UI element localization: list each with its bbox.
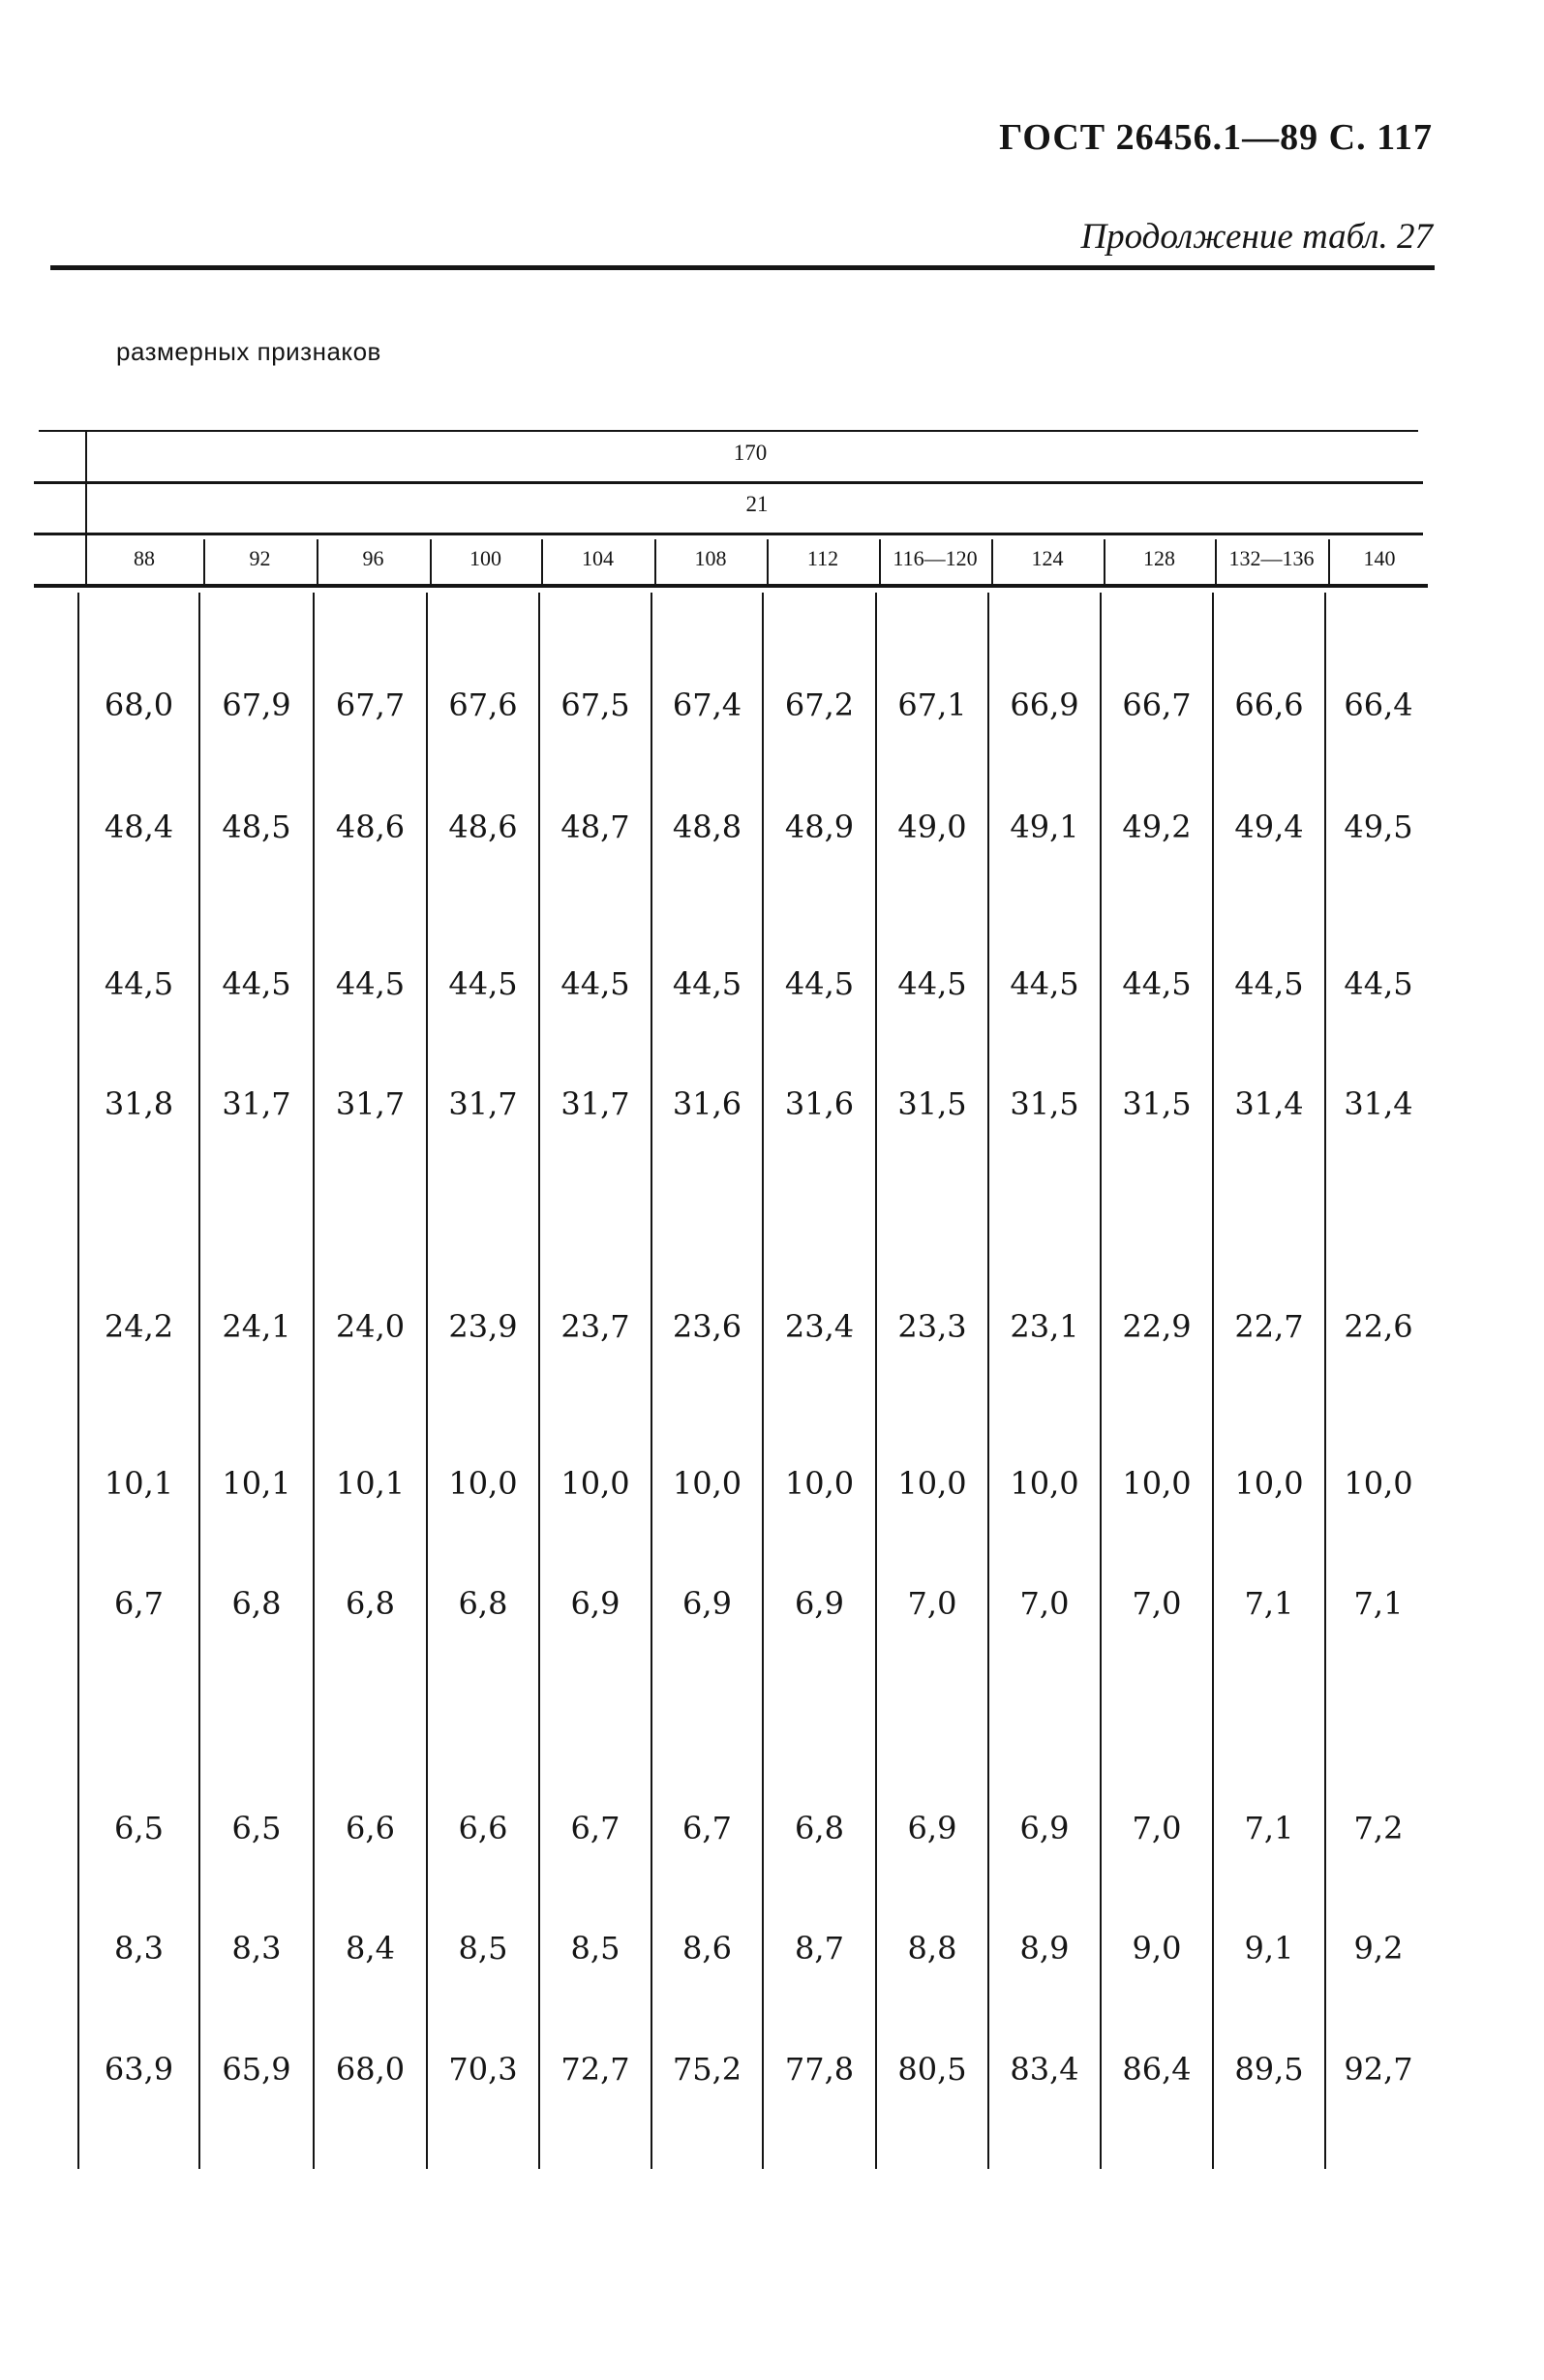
table-cell: 8,9 [1019,1930,1070,1967]
table-cell: 86,4 [1122,2051,1192,2088]
column-head-divider [430,539,432,584]
column-head-divider [317,539,318,584]
table-cell: 7,1 [1244,1810,1294,1846]
table-cell: 24,2 [104,1308,174,1345]
table-cell: 48,9 [784,809,855,845]
table-cell: 48,5 [222,809,291,845]
table-cell: 22,9 [1122,1308,1192,1345]
table-cell: 6,8 [346,1585,395,1622]
table-cell: 6,6 [458,1810,508,1846]
table-cell: 6,7 [682,1810,732,1846]
table-cell: 6,5 [114,1810,164,1846]
column-head-divider [1328,539,1330,584]
column-header: 116—120 [893,546,978,570]
table-cell: 6,7 [114,1585,164,1622]
table-cell: 44,5 [897,965,967,1002]
table-cell: 7,1 [1244,1585,1294,1622]
table-cell: 7,0 [907,1585,957,1622]
table-cell: 7,0 [1132,1810,1182,1846]
table-cell: 6,8 [231,1585,282,1622]
table-cell: 31,8 [104,1085,174,1122]
table-cell: 10,0 [560,1465,630,1502]
table-cell: 67,5 [560,687,630,723]
table-cell: 31,5 [1122,1085,1192,1122]
table-cell: 31,5 [1010,1085,1079,1122]
table-cell: 67,7 [335,687,406,723]
table-cell: 44,5 [1122,965,1192,1002]
table-cell: 68,0 [104,687,174,723]
table-cell: 9,0 [1132,1930,1182,1967]
table-cell: 67,2 [784,687,855,723]
table-cell: 31,6 [672,1085,742,1122]
table-cell: 8,7 [795,1930,844,1967]
table-continuation-label: Продолжение табл. 27 [1080,217,1433,257]
table-cell: 24,0 [335,1308,406,1345]
table-cell: 49,4 [1234,809,1304,845]
table-cell: 31,7 [335,1085,406,1122]
table-cell: 77,8 [784,2051,855,2088]
table-cell: 10,0 [1010,1465,1079,1502]
table-cell: 67,9 [222,687,291,723]
column-head-divider [991,539,993,584]
table-cell: 83,4 [1010,2051,1079,2088]
column-head-divider [879,539,881,584]
column-head-divider [767,539,769,584]
table-cell: 8,5 [570,1930,621,1967]
table-cell: 6,7 [570,1810,621,1846]
height-group-rule [34,481,1423,484]
table-cell: 49,0 [897,809,967,845]
table-cell: 66,7 [1122,687,1192,723]
table-cell: 44,5 [672,965,742,1002]
table-cell: 8,4 [346,1930,395,1967]
table-cell: 31,7 [560,1085,630,1122]
column-header: 112 [806,546,839,570]
table-cell: 44,5 [1010,965,1079,1002]
table-cell: 31,6 [784,1085,855,1122]
bust-group-rule [34,533,1423,535]
table-cell: 63,9 [104,2051,174,2088]
column-header: 100 [469,546,501,570]
table-cell: 7,0 [1019,1585,1070,1622]
table-cell: 10,0 [784,1465,855,1502]
table-cell: 6,9 [682,1585,732,1622]
table-cell: 6,8 [795,1810,844,1846]
table-cell: 10,1 [335,1465,406,1502]
table-cell: 23,4 [784,1308,855,1345]
table-cell: 6,5 [231,1810,282,1846]
column-head-divider [1215,539,1217,584]
table-cell: 6,9 [1019,1810,1070,1846]
column-header: 96 [362,546,384,570]
table-cell: 23,6 [672,1308,742,1345]
table-cell: 44,5 [222,965,291,1002]
table-cell: 6,9 [907,1810,957,1846]
table-cell: 22,7 [1234,1308,1304,1345]
table-cell: 8,3 [114,1930,164,1967]
table-cell: 48,7 [560,809,630,845]
table-cell: 7,0 [1132,1585,1182,1622]
column-head-divider [654,539,656,584]
table-cell: 6,8 [458,1585,508,1622]
table-cell: 10,0 [672,1465,742,1502]
table-cell: 75,2 [672,2051,742,2088]
table-cell: 66,9 [1010,687,1079,723]
table-caption: размерных признаков [116,337,381,366]
column-head-divider [203,539,205,584]
table-cell: 10,0 [448,1465,518,1502]
table-cell: 10,1 [222,1465,291,1502]
table-cell: 10,0 [1122,1465,1192,1502]
table-cell: 6,9 [795,1585,844,1622]
table-cell: 23,1 [1010,1308,1079,1345]
table-cell: 6,6 [346,1810,395,1846]
table-cell: 8,6 [682,1930,732,1967]
table-cell: 48,4 [104,809,174,845]
table-cell: 23,7 [560,1308,630,1345]
table-cell: 31,5 [897,1085,967,1122]
header-rule [50,265,1435,270]
table-cell: 24,1 [222,1308,291,1345]
column-head-divider [1104,539,1105,584]
table-cell: 8,8 [907,1930,957,1967]
table-cell: 10,1 [104,1465,174,1502]
table-cell: 7,2 [1353,1810,1404,1846]
table-top-rule [39,430,1418,432]
table-cell: 66,6 [1234,687,1304,723]
column-header: 132—136 [1228,546,1315,570]
table-cell: 8,5 [458,1930,508,1967]
column-header: 128 [1143,546,1175,570]
table-cell: 67,1 [897,687,967,723]
bust-group-label: 21 [745,492,769,516]
table-cell: 48,8 [672,809,742,845]
table-cell: 10,0 [1234,1465,1304,1502]
table-cell: 22,6 [1344,1308,1413,1345]
table-cell: 68,0 [335,2051,406,2088]
table-cell: 7,1 [1353,1585,1404,1622]
table-cell: 44,5 [104,965,174,1002]
table-cell: 49,2 [1122,809,1192,845]
table-cell: 31,7 [222,1085,291,1122]
table-cell: 9,1 [1244,1930,1294,1967]
table-cell: 89,5 [1234,2051,1304,2088]
table-cell: 44,5 [335,965,406,1002]
column-header: 124 [1031,546,1064,570]
table-cell: 10,0 [1344,1465,1413,1502]
column-header: 92 [249,546,271,570]
table-cell: 48,6 [448,809,518,845]
table-cell: 31,7 [448,1085,518,1122]
table-cell: 44,5 [1344,965,1413,1002]
column-header: 104 [582,546,614,570]
table-cell: 66,4 [1344,687,1413,723]
table-cell: 65,9 [222,2051,291,2088]
page-header: ГОСТ 26456.1—89 С. 117 [999,117,1433,158]
table-cell: 49,5 [1344,809,1413,845]
table-cell: 31,4 [1344,1085,1413,1122]
table-cell: 44,5 [448,965,518,1002]
table-cell: 67,4 [672,687,742,723]
table-cell: 44,5 [784,965,855,1002]
table-cell: 92,7 [1344,2051,1413,2088]
table-cell: 8,3 [231,1930,282,1967]
table-cell: 67,6 [448,687,518,723]
table-cell: 48,6 [335,809,406,845]
column-header: 108 [694,546,727,570]
column-head-rule [34,584,1428,588]
table-cell: 49,1 [1010,809,1079,845]
column-head-divider [541,539,543,584]
column-header: 140 [1363,546,1396,570]
table-cell: 23,3 [897,1308,967,1345]
table-cell: 23,9 [448,1308,518,1345]
column-header: 88 [134,546,155,570]
table-cell: 9,2 [1353,1930,1404,1967]
height-group-label: 170 [733,441,768,465]
table-cell: 44,5 [560,965,630,1002]
table-cell: 44,5 [1234,965,1304,1002]
table-cell: 6,9 [570,1585,621,1622]
table-cell: 31,4 [1234,1085,1304,1122]
table-cell: 10,0 [897,1465,967,1502]
table-cell: 80,5 [897,2051,967,2088]
table-cell: 72,7 [560,2051,630,2088]
table-cell: 70,3 [448,2051,518,2088]
